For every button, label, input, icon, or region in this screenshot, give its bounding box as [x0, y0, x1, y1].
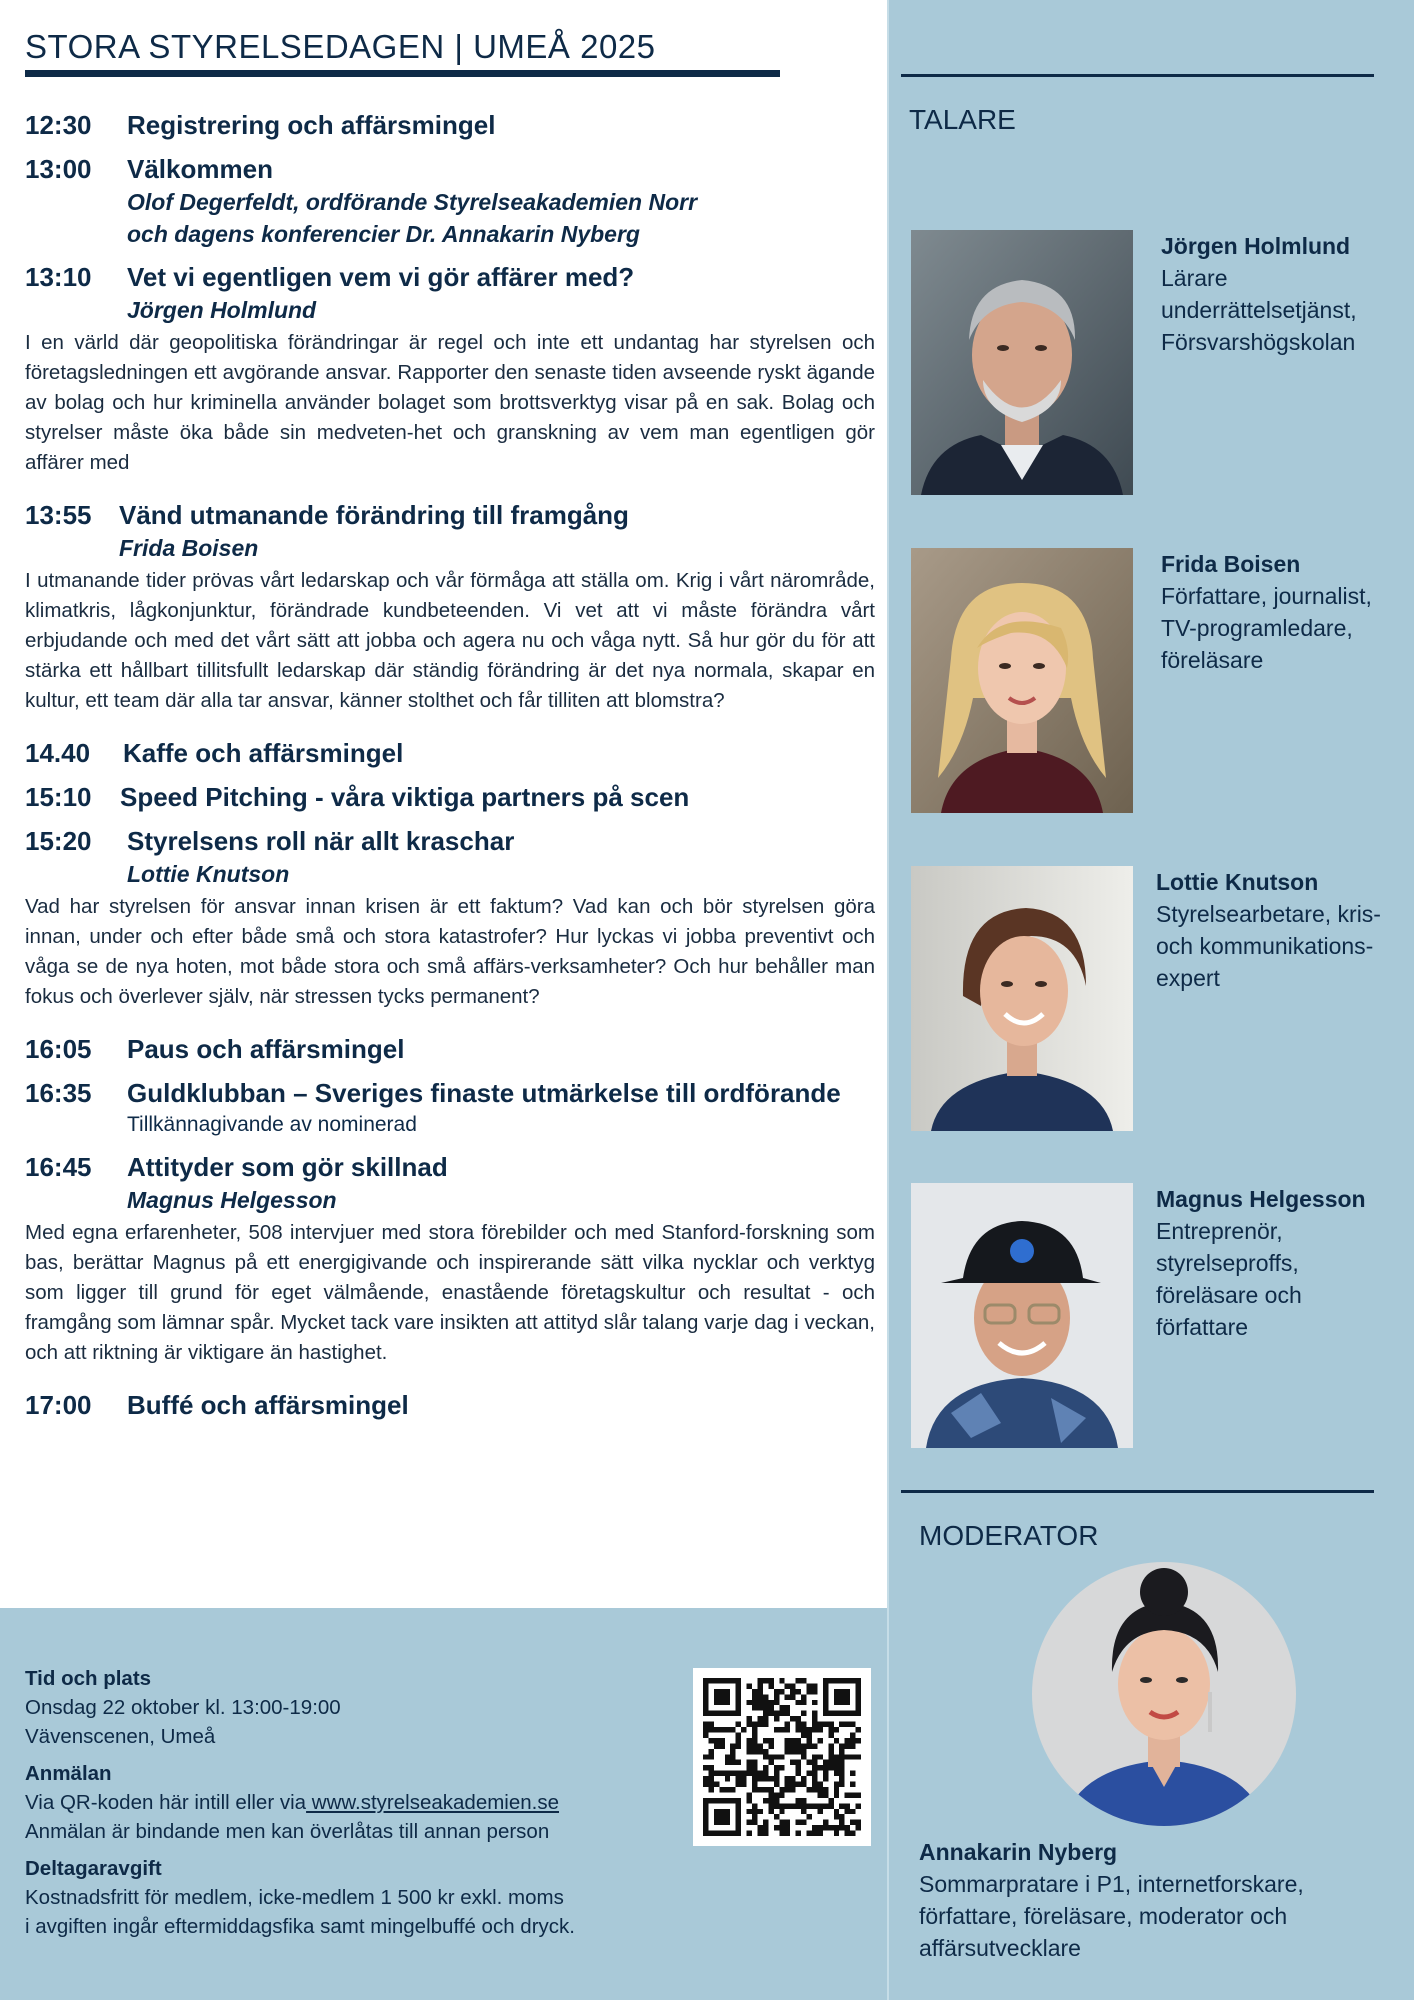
program-time: 14.40: [25, 738, 91, 768]
speaker-role: Entreprenör,: [1156, 1218, 1283, 1244]
program-time: 16:45: [25, 1152, 92, 1182]
program-title: Speed Pitching - våra viktiga partners på scen: [120, 782, 690, 812]
program-title: Kaffe och affärsmingel: [123, 738, 404, 768]
signup-prefix: Via QR-koden här intill eller via: [25, 1791, 307, 1814]
program-title: Styrelsens roll när allt kraschar: [127, 826, 515, 856]
moderator-role: författare, föreläsare, moderator och: [919, 1903, 1288, 1929]
signup-qr-code[interactable]: [693, 1668, 871, 1846]
program-item: [25, 108, 875, 142]
time-place-heading: Tid och plats: [25, 1667, 152, 1690]
program-title: Välkommen: [127, 154, 273, 184]
speaker-photo: [911, 1183, 1133, 1448]
speaker-photo: [911, 230, 1133, 495]
program-speaker: Frida Boisen: [119, 535, 259, 561]
program-item: [25, 1150, 875, 1368]
program-item: [25, 152, 875, 250]
program-time: 13:10: [25, 262, 92, 292]
portrait-icon: [1032, 1562, 1296, 1826]
speakers-top-divider: [901, 74, 1374, 77]
speaker-role: TV-programledare,: [1161, 615, 1353, 641]
event-date: Onsdag 22 oktober kl. 13:00-19:00: [25, 1696, 341, 1719]
program-time: 12:30: [25, 110, 92, 140]
program-title: Buffé och affärsmingel: [127, 1390, 409, 1420]
qr-code-icon: [703, 1678, 861, 1836]
program-description: I utmanande tider prövas vårt ledarskap och vår förmåga att ställa om. Krig i vårt närområde, klimatkris, lågkonjunktur, förändrade kundbeteenden. Vi vet att vi måste förändra vårt erbjudande och med det vårt sätt att jobba och agera nu och våga nytt. Så hur gör du för att stärka ett hållbart tillitsfullt ledarskap där ständig förändring är det nya normala, skapar en kultur, ett team där alla tar ansvar, känner stolthet och får tilliten att blomstra?: [25, 569, 875, 712]
speaker-name: Frida Boisen: [1161, 551, 1301, 577]
speakers-heading: TALARE: [909, 104, 1016, 135]
program-time: 13:00: [25, 154, 92, 184]
program-description: I en värld där geopolitiska förändringar är regel och inte ett undantag har styrelsen och företagsledningen ett avgörande ansvar. Rapporter den senaste tiden avseende ryskt ägande av bolag och hur kriminella använder bolaget som brottsverktyg visar på en sak. Bolag och styrelser måste öka både sin medveten-het och granskning av vem man egentligen gör affärer med: [25, 331, 875, 474]
signup-heading: Anmälan: [25, 1762, 112, 1785]
program-description: Vad har styrelsen för ansvar innan krisen är ett faktum? Vad kan och bör styrelsen göra innan, under och efter både små och stora katastrofer? Hur lyckas vi jobba preventivt och våga se de nya hoten, mot både stora och små affärs-verksamheter? Och hur behåller man fokus och överlever själv, när stressen tycks permanent?: [25, 895, 875, 1008]
program-time: 13:55: [25, 500, 92, 530]
program-list: [25, 108, 875, 1422]
speaker-role: underrättelsetjänst,: [1161, 297, 1357, 323]
program-speaker: Magnus Helgesson: [127, 1187, 337, 1213]
speaker-role: expert: [1156, 965, 1220, 991]
event-info-panel: [0, 1608, 887, 2000]
program-item: [25, 736, 875, 770]
moderator-heading: MODERATOR: [919, 1520, 1099, 1551]
title-divider: [25, 70, 780, 77]
program-time: 17:00: [25, 1390, 92, 1420]
program-speaker: Lottie Knutson: [127, 861, 290, 887]
program-description: Med egna erfarenheter, 508 intervjuer med stora förebilder och med Stanford-forskning som bas, berättar Magnus på ett energigivande och inspirerande sätt vilka nycklar och verktyg som ligger till grund för eget välmående, enastående företagskultur och resultat - och framgång som lämnar spår. Mycket tack vare insikten att attityd slår talang varje dag i veckan, och att riktning är viktigare än hastighet.: [25, 1221, 875, 1364]
signup-line: [25, 1788, 705, 1817]
speaker-role: föreläsare: [1161, 647, 1264, 673]
moderator-name: Annakarin Nyberg: [919, 1839, 1118, 1865]
program-speaker: och dagens konferencier Dr. Annakarin Nyberg: [127, 221, 640, 247]
speaker-role: Lärare: [1161, 265, 1228, 291]
program-title: Registrering och affärsmingel: [127, 110, 496, 140]
program-title: Vänd utmanande förändring till framgång: [119, 500, 629, 530]
program-item: [25, 498, 875, 716]
speaker-name: Jörgen Holmlund: [1161, 233, 1351, 259]
fee-line: Kostnadsfritt för medlem, icke-medlem 1 500 kr exkl. moms: [25, 1886, 564, 1909]
speaker-role: Styrelsearbetare, kris-: [1156, 901, 1381, 927]
program-item: [25, 824, 875, 1012]
speakers-column: [887, 0, 1414, 2000]
speaker-photo: [911, 866, 1133, 1131]
program-title: Vet vi egentligen vem vi gör affärer med?: [127, 262, 635, 292]
speaker-role: föreläsare och: [1156, 1282, 1302, 1308]
program-speaker: Olof Degerfeldt, ordförande Styrelseakademien Norr: [127, 189, 698, 215]
speaker-info: [1156, 1183, 1406, 1343]
program-time: 16:35: [25, 1078, 92, 1108]
program-item: [25, 780, 875, 814]
speaker-name: Lottie Knutson: [1156, 869, 1319, 895]
moderator-photo: [1032, 1562, 1296, 1826]
event-venue: Vävenscenen, Umeå: [25, 1725, 216, 1748]
program-item: [25, 1076, 875, 1140]
portrait-icon: [911, 866, 1133, 1131]
event-info-text: [25, 1664, 705, 1941]
speaker-role: styrelseproffs,: [1156, 1250, 1299, 1276]
program-title: Guldklubban – Sveriges finaste utmärkelse till ordförande: [127, 1078, 841, 1108]
program-time: 15:20: [25, 826, 92, 856]
program-time: 15:10: [25, 782, 92, 812]
signup-link[interactable]: www.styrelseakademien.se: [306, 1791, 559, 1814]
fee-heading: Deltagaravgift: [25, 1857, 162, 1880]
program-item: [25, 1388, 875, 1422]
program-title: Paus och affärsmingel: [127, 1034, 405, 1064]
page-title: STORA STYRELSEDAGEN | UMEÅ 2025: [25, 28, 656, 65]
program-note: Tillkännagivande av nominerad: [127, 1113, 417, 1136]
moderator-divider: [901, 1490, 1374, 1493]
moderator-role: Sommarpratare i P1, internetforskare,: [919, 1871, 1304, 1897]
moderator-info: [919, 1836, 1399, 1964]
program-item: [25, 260, 875, 478]
program-speaker: Jörgen Holmlund: [127, 297, 317, 323]
program-title: Attityder som gör skillnad: [127, 1152, 448, 1182]
program-time: 16:05: [25, 1034, 92, 1064]
portrait-icon: [911, 1183, 1133, 1448]
fee-line: i avgiften ingår eftermiddagsfika samt mingelbuffé och dryck.: [25, 1915, 575, 1938]
speaker-photo: [911, 548, 1133, 813]
moderator-role: affärsutvecklare: [919, 1935, 1081, 1961]
portrait-icon: [911, 548, 1133, 813]
portrait-icon: [911, 230, 1133, 495]
signup-note: Anmälan är bindande men kan överlåtas till annan person: [25, 1820, 550, 1843]
speaker-info: [1161, 230, 1411, 358]
speaker-info: [1156, 866, 1406, 994]
speaker-role: författare: [1156, 1314, 1249, 1340]
program-item: [25, 1032, 875, 1066]
speaker-role: Författare, journalist,: [1161, 583, 1372, 609]
speaker-role: och kommunikations-: [1156, 933, 1374, 959]
speaker-role: Försvarshögskolan: [1161, 329, 1356, 355]
speaker-info: [1161, 548, 1411, 676]
speaker-name: Magnus Helgesson: [1156, 1186, 1366, 1212]
